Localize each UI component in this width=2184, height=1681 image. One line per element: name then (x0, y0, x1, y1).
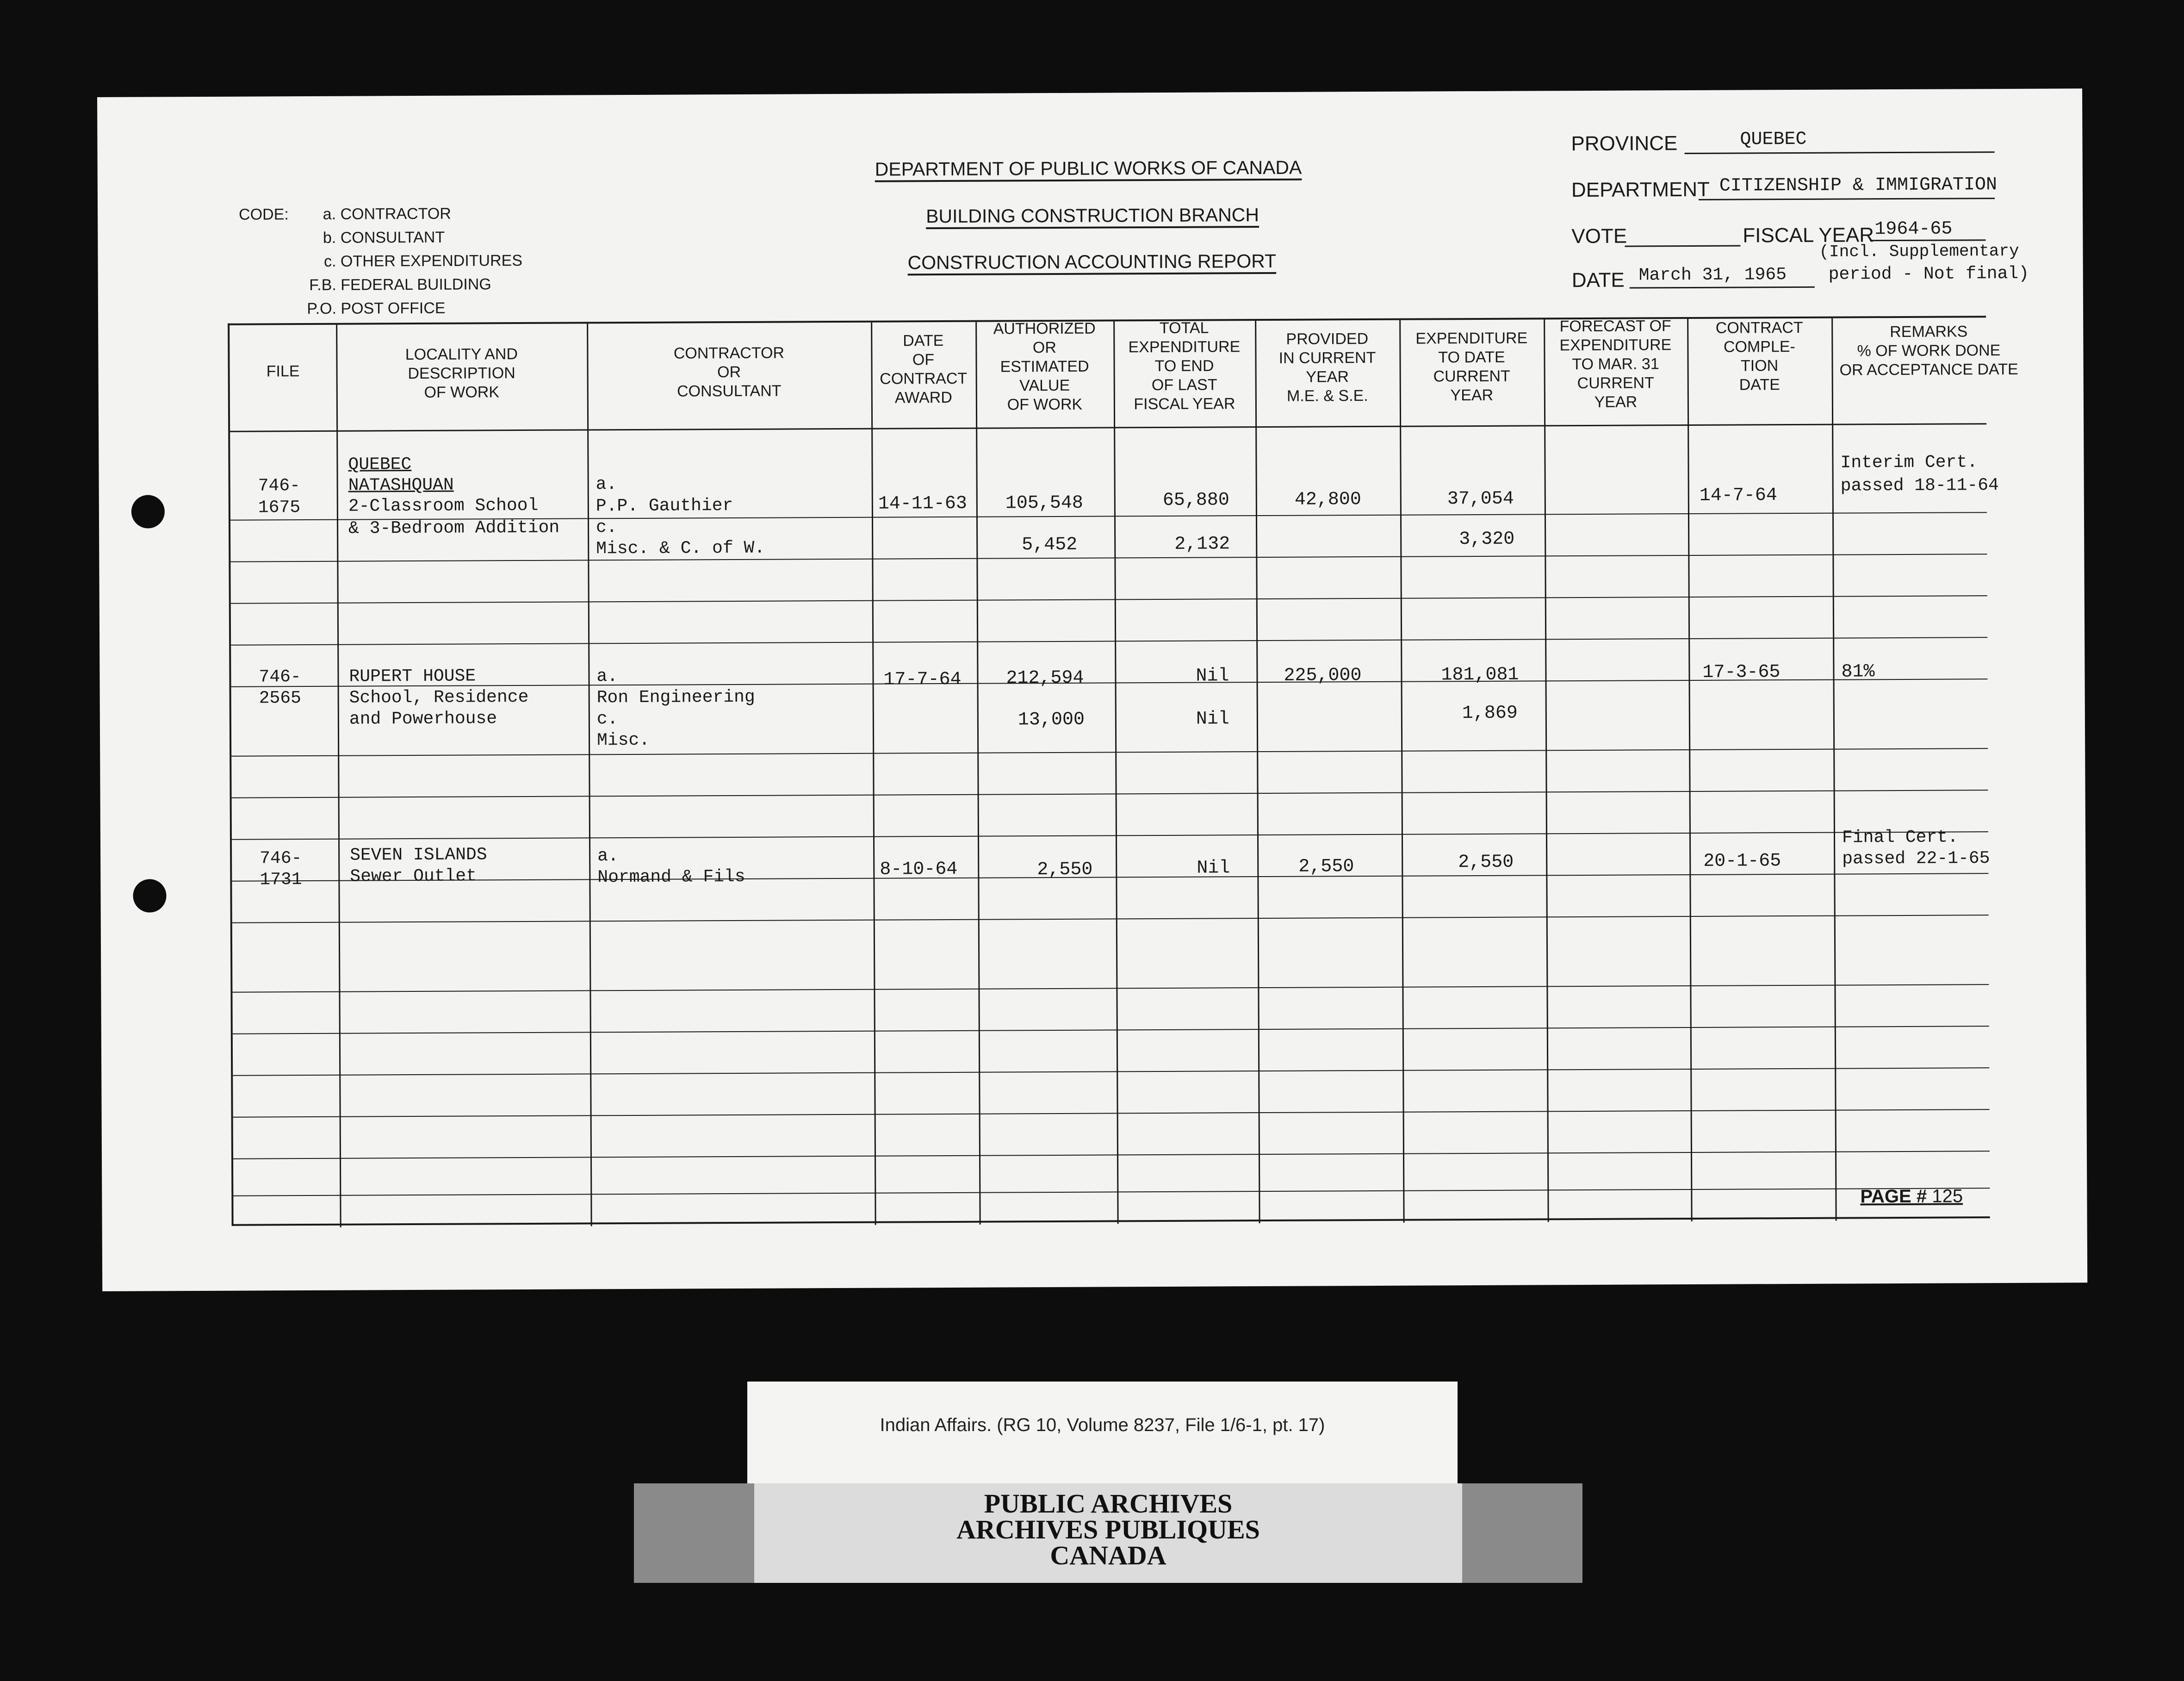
cell-remarks: passed 22-1-65 (1842, 848, 1990, 869)
cell-locality: 2-Classroom School (348, 495, 539, 517)
cell-authorized: 5,452 (1022, 534, 1078, 556)
cell-locality: and Powerhouse (349, 709, 497, 729)
stamp-line-1: PUBLIC ARCHIVES (984, 1488, 1233, 1519)
code-legend: CODE: a. CONTRACTOR b. CONSULTANT c. OTHER EXPENDITURES F.B. FEDERAL BUILDING P.O. POST OFFICE (239, 202, 523, 321)
archive-reference: Indian Affairs. (RG 10, Volume 8237, File 1/6-1, pt. 17) (880, 1415, 1325, 1435)
cell-completion: 14-7-64 (1699, 485, 1777, 506)
cell-remarks: Interim Cert. (1840, 452, 1978, 473)
cell-date-award: 8-10-64 (880, 859, 958, 880)
archives-stamp (634, 1483, 1582, 1583)
col-contractor: CONTRACTOR OR CONSULTANT (673, 344, 785, 400)
department-value: CITIZENSHIP & IMMIGRATION (1719, 174, 1998, 197)
archive-label-card (747, 1382, 1458, 1488)
cell-contractor: P.P. Gauthier (596, 496, 733, 517)
cell-authorized: 2,550 (1037, 859, 1093, 881)
cell-locality: School, Residence (349, 687, 529, 708)
cell-file: 746- (258, 476, 300, 496)
department-label: DEPARTMENT (1571, 178, 1710, 202)
date-label: DATE (1571, 268, 1625, 292)
cell-locality: Sewer Outlet (350, 866, 477, 887)
cell-total-last: Nil (1196, 709, 1230, 730)
punch-hole-top (131, 495, 165, 528)
fiscal-note-2: period - Not final) (1828, 263, 2029, 285)
cell-date-award: 17-7-64 (883, 669, 962, 691)
cell-file: 746- (259, 667, 301, 687)
col-authorized: AUTHORIZED OR ESTIMATED VALUE OF WORK (993, 319, 1096, 414)
report-title: DEPARTMENT OF PUBLIC WORKS OF CANADA (875, 156, 1302, 180)
stamp-line-2: ARCHIVES PUBLIQUES (956, 1514, 1260, 1544)
vote-label: VOTE (1571, 224, 1627, 248)
report-sheet (97, 88, 2087, 1291)
page-value: 125 (1932, 1186, 1963, 1207)
col-completion: CONTRACT COMPLE- TION DATE (1715, 318, 1803, 394)
cell-locality: RUPERT HOUSE (349, 666, 476, 687)
col-total-last: TOTAL EXPENDITURE TO END OF LAST FISCAL YEAR (1128, 319, 1241, 413)
accounting-table (228, 316, 2018, 1226)
cell-exp-to-date: 1,869 (1462, 703, 1518, 724)
cell-file: 1731 (260, 870, 302, 890)
cell-contractor: a. (597, 846, 619, 866)
cell-authorized: 212,594 (1006, 667, 1084, 689)
punch-hole-bottom (133, 879, 166, 912)
cell-remarks: Final Cert. (1842, 827, 1958, 848)
fiscal-note-1: (Incl. Supplementary (1819, 241, 2019, 261)
page-label: PAGE # (1860, 1186, 1927, 1207)
col-remarks: REMARKS % OF WORK DONE OR ACCEPTANCE DATE (1839, 323, 2018, 379)
province-label: PROVINCE (1571, 132, 1678, 156)
cell-locality: & 3-Bedroom Addition (348, 517, 560, 539)
cell-exp-to-date: 37,054 (1447, 488, 1514, 510)
cell-provided: 2,550 (1298, 856, 1354, 878)
cell-file: 2565 (259, 688, 301, 709)
col-locality: LOCALITY AND DESCRIPTION OF WORK (405, 345, 518, 401)
cell-contractor: a. (596, 474, 617, 495)
cell-remarks: 81% (1841, 661, 1875, 683)
cell-total-last: Nil (1196, 666, 1229, 687)
cell-total-last: 2,132 (1174, 534, 1230, 555)
report-branch: BUILDING CONSTRUCTION BRANCH (926, 204, 1260, 227)
cell-file: 1675 (258, 498, 301, 518)
cell-exp-to-date: 3,320 (1459, 529, 1515, 550)
cell-total-last: Nil (1197, 858, 1230, 879)
cell-exp-to-date: 181,081 (1441, 664, 1519, 686)
region-heading: QUEBEC (348, 454, 412, 475)
cell-authorized: 105,548 (1005, 492, 1083, 514)
col-provided: PROVIDED IN CURRENT YEAR M.E. & S.E. (1278, 330, 1376, 405)
cell-locality: NATASHQUAN (348, 475, 454, 496)
col-date-award: DATE OF CONTRACT AWARD (880, 332, 968, 407)
province-value: QUEBEC (1740, 129, 1807, 150)
cell-remarks: passed 18-11-64 (1840, 475, 1999, 496)
report-subtitle: CONSTRUCTION ACCOUNTING REPORT (907, 250, 1277, 274)
stamp-line-3: CANADA (1050, 1540, 1166, 1570)
fiscal-year-label: FISCAL YEAR (1743, 224, 1874, 247)
cell-completion: 20-1-65 (1703, 851, 1781, 872)
cell-contractor: a. (596, 666, 618, 687)
col-file: FILE (266, 362, 300, 380)
cell-date-award: 14-11-63 (878, 493, 967, 515)
cell-contractor: c. (596, 517, 617, 538)
code-label: CODE: (239, 205, 289, 224)
date-value: March 31, 1965 (1638, 265, 1787, 286)
cell-provided: 225,000 (1284, 665, 1362, 686)
cell-file: 746- (260, 848, 302, 869)
fiscal-year-value: 1964-65 (1874, 218, 1953, 240)
page-number (1860, 1186, 1963, 1207)
cell-exp-to-date: 2,550 (1458, 852, 1514, 873)
cell-locality: SEVEN ISLANDS (350, 845, 487, 865)
cell-contractor: Normand & Fils (597, 866, 745, 888)
cell-total-last: 65,880 (1162, 490, 1229, 511)
cell-contractor: Ron Engineering (596, 687, 755, 708)
col-exp-to-date: EXPENDITURE TO DATE CURRENT YEAR (1415, 329, 1528, 405)
cell-authorized: 13,000 (1018, 709, 1085, 731)
cell-contractor: Misc. & C. of W. (596, 538, 765, 559)
cell-provided: 42,800 (1294, 489, 1361, 511)
cell-completion: 17-3-65 (1702, 662, 1781, 683)
cell-contractor: c. (596, 709, 618, 729)
col-forecast: FORECAST OF EXPENDITURE TO MAR. 31 CURRENT YEAR (1559, 317, 1672, 411)
cell-contractor: Misc. (596, 730, 650, 751)
